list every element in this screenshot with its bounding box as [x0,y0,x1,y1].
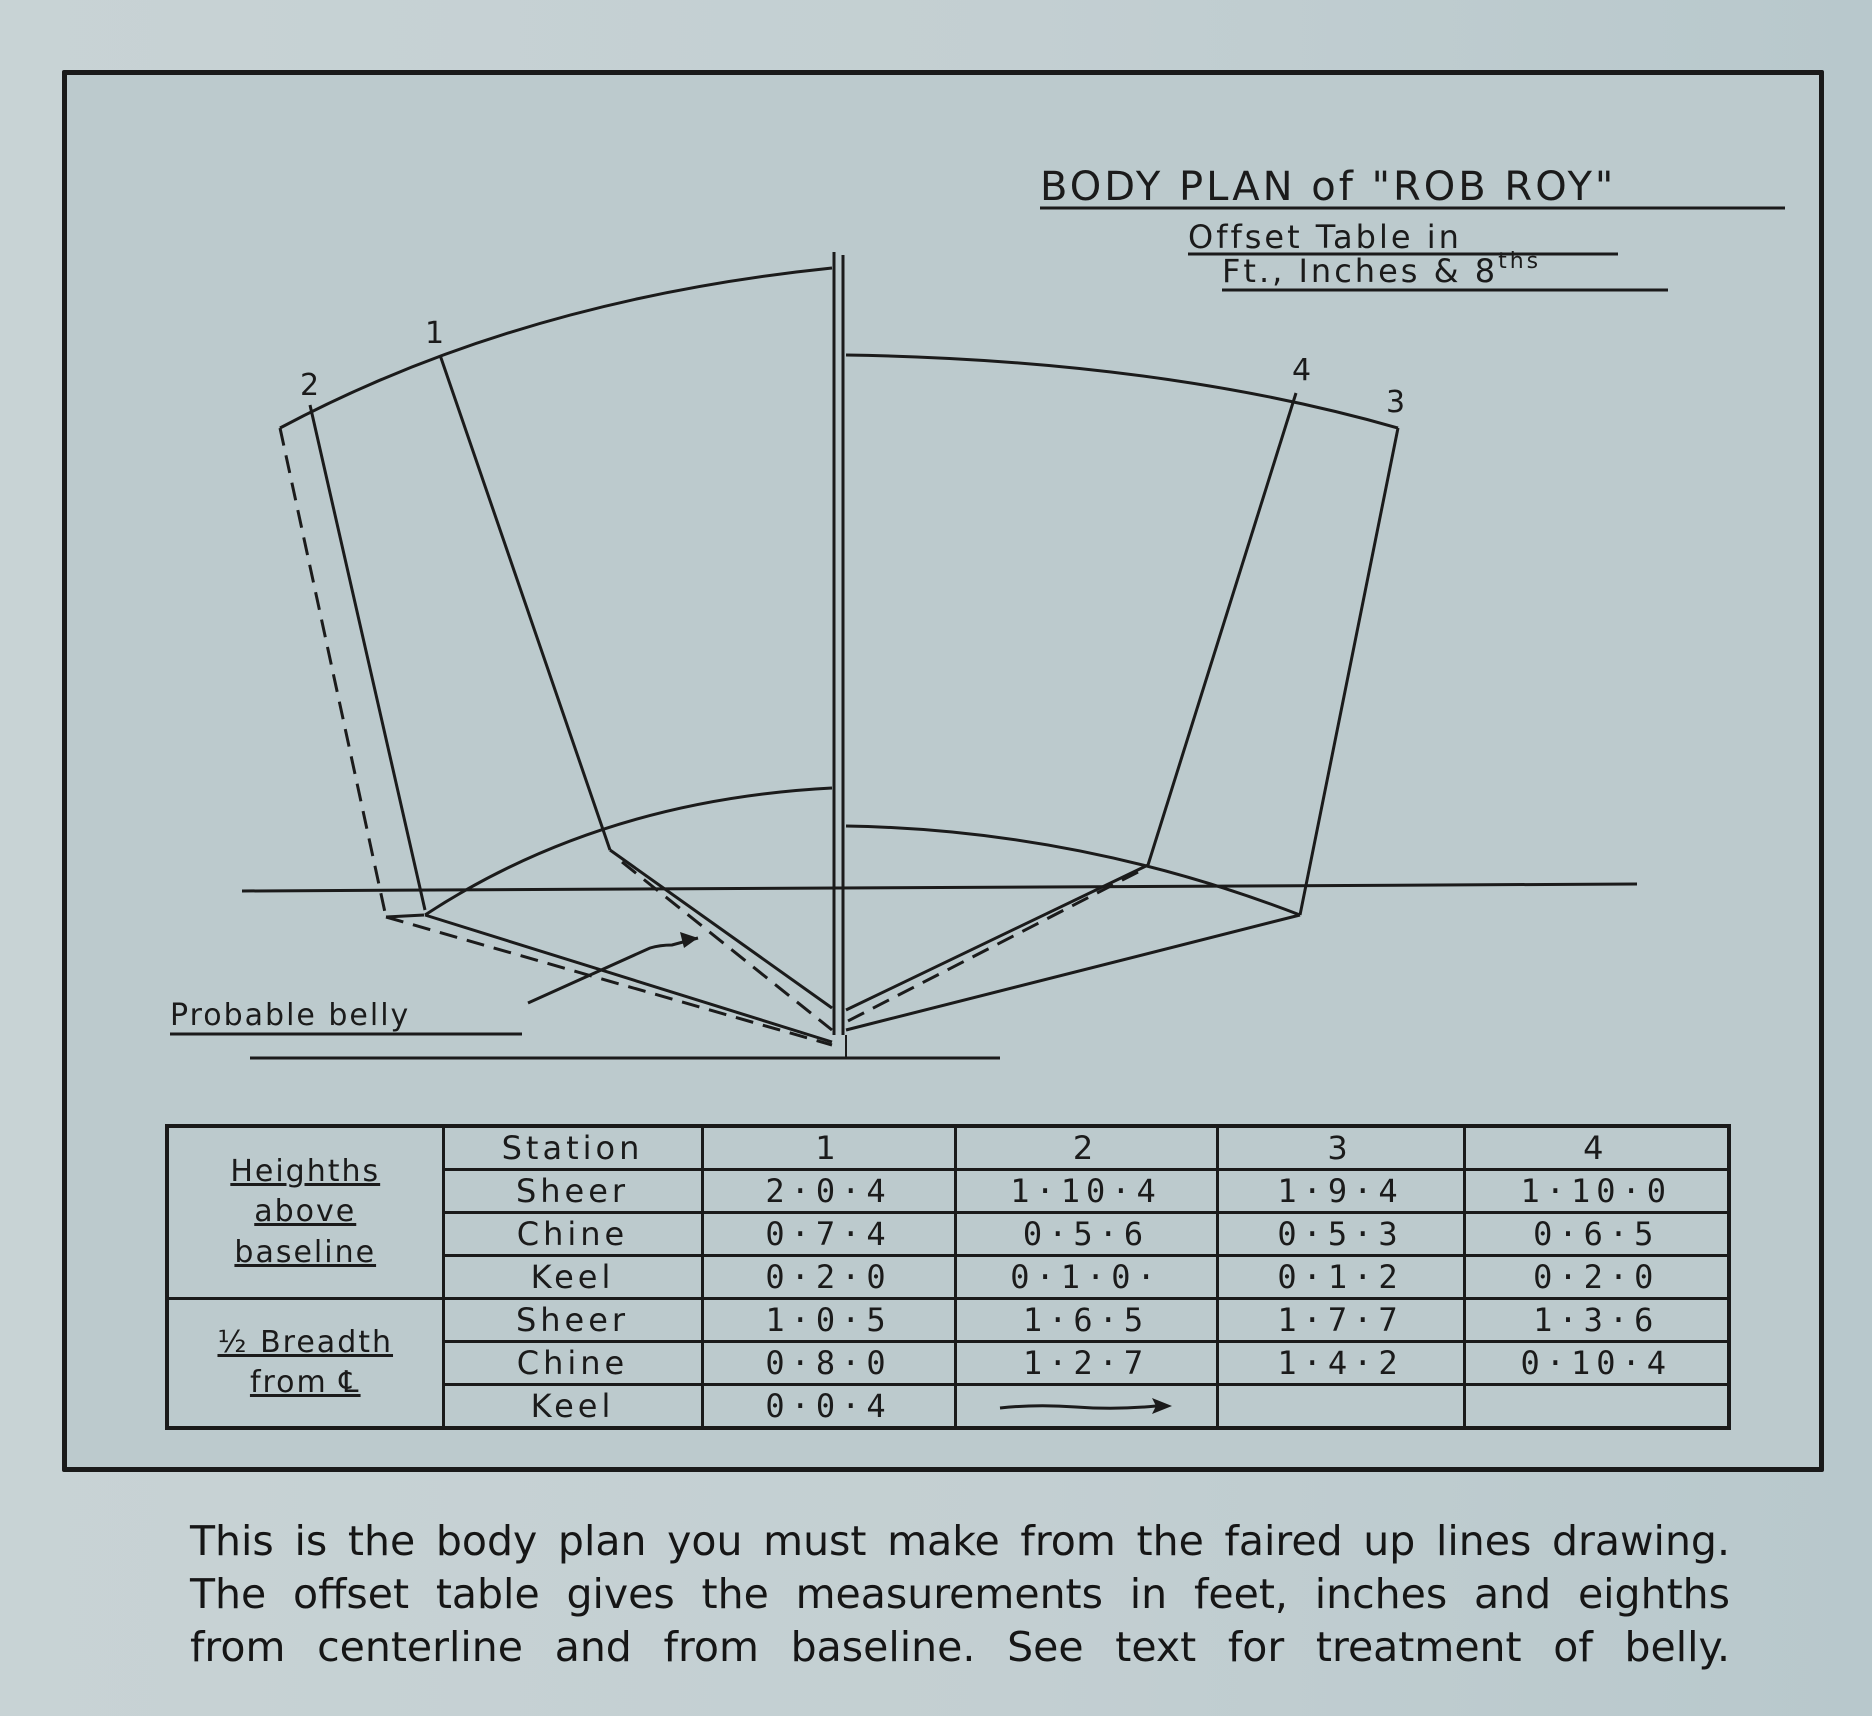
left-belly-dashed [280,428,832,1045]
left-sheer-line [280,268,832,428]
station-1-topside [440,355,610,850]
table-cell: 0·5·6 [955,1213,1217,1256]
station-col-2: 2 [955,1126,1217,1170]
table-cell: 1·0·5 [702,1299,955,1342]
row-label-height-chine: Chine [443,1213,702,1256]
table-cell: 1·4·2 [1217,1342,1464,1385]
table-cell: 0·7·4 [702,1213,955,1256]
title-offset-table: Offset Table in [1188,218,1462,256]
table-cell: 1·10·0 [1464,1170,1729,1213]
table-header-row [167,1126,1729,1170]
table-cell: 0·1·0· [955,1256,1217,1299]
station-label-4: 4 [1292,353,1312,388]
station-2-topside [310,405,425,910]
table-cell: 2·0·4 [702,1170,955,1213]
table-cell: 1·6·5 [955,1299,1217,1342]
table-cell: 1·7·7 [1217,1299,1464,1342]
belly-label: Probable belly [170,998,411,1033]
left-half-sections [280,268,832,1042]
left-keel-tick [386,915,424,917]
row-label-height-keel: Keel [443,1256,702,1299]
offset-table [165,1124,1731,1430]
title-block [1040,164,1785,290]
caption-line-3: from centerline and from baseline. See text for treatment of belly. [190,1623,1730,1671]
table-cell: 0·6·5 [1464,1213,1729,1256]
table-cell [1464,1385,1729,1429]
same-value-arrow-cell [955,1385,1217,1429]
station-label-1: 1 [425,316,445,351]
title-main: BODY PLAN of "ROB ROY" [1040,164,1617,210]
caption-line-1: This is the body plan you must make from the faired up lines drawing. [190,1517,1730,1565]
table-cell: 1·2·7 [955,1342,1217,1385]
right-belly-dashed [846,872,1138,1022]
left-chine-arc [425,788,832,915]
station-3-topside [1300,428,1398,915]
table-cell: 0·10·4 [1464,1342,1729,1385]
waterline [242,884,1637,891]
station-col-4: 4 [1464,1126,1729,1170]
station-col-1: 1 [702,1126,955,1170]
table-cell: 0·0·4 [702,1385,955,1429]
centerline [834,252,846,1058]
title-units: Ft., Inches & $8^{ths}$ [1222,249,1542,290]
station-4-topside [1148,393,1296,865]
station-2-bottom [425,915,832,1042]
right-arrow-icon [996,1394,1176,1418]
row-label-height-sheer: Sheer [443,1170,702,1213]
table-cell: 0·2·0 [702,1256,955,1299]
station-3-bottom [846,915,1300,1030]
table-cell: 0·5·3 [1217,1213,1464,1256]
station-label-2: 2 [300,368,320,403]
row-label-breadth-keel: Keel [443,1385,702,1429]
table-row [167,1299,1729,1342]
table-cell: 1·9·4 [1217,1170,1464,1213]
row-label-breadth-sheer: Sheer [443,1299,702,1342]
row-label-breadth-chine: Chine [443,1342,702,1385]
table-cell: 1·3·6 [1464,1299,1729,1342]
station-label-3: 3 [1386,385,1406,420]
table-cell: 0·1·2 [1217,1256,1464,1299]
heights-group-label: Heighths above baseline [167,1126,443,1299]
figure-caption [190,1515,1730,1674]
table-cell: 0·8·0 [702,1342,955,1385]
right-half-sections [846,355,1398,1030]
station-header: Station [443,1126,702,1170]
table-cell: 1·10·4 [955,1170,1217,1213]
table-cell [1217,1385,1464,1429]
breadth-group-label: ½ Breadth from ℄ [167,1299,443,1429]
table-cell: 0·2·0 [1464,1256,1729,1299]
right-sheer-line [846,355,1398,428]
caption-line-2: The offset table gives the measurements in feet, inches and eighths [190,1570,1730,1618]
station-col-3: 3 [1217,1126,1464,1170]
